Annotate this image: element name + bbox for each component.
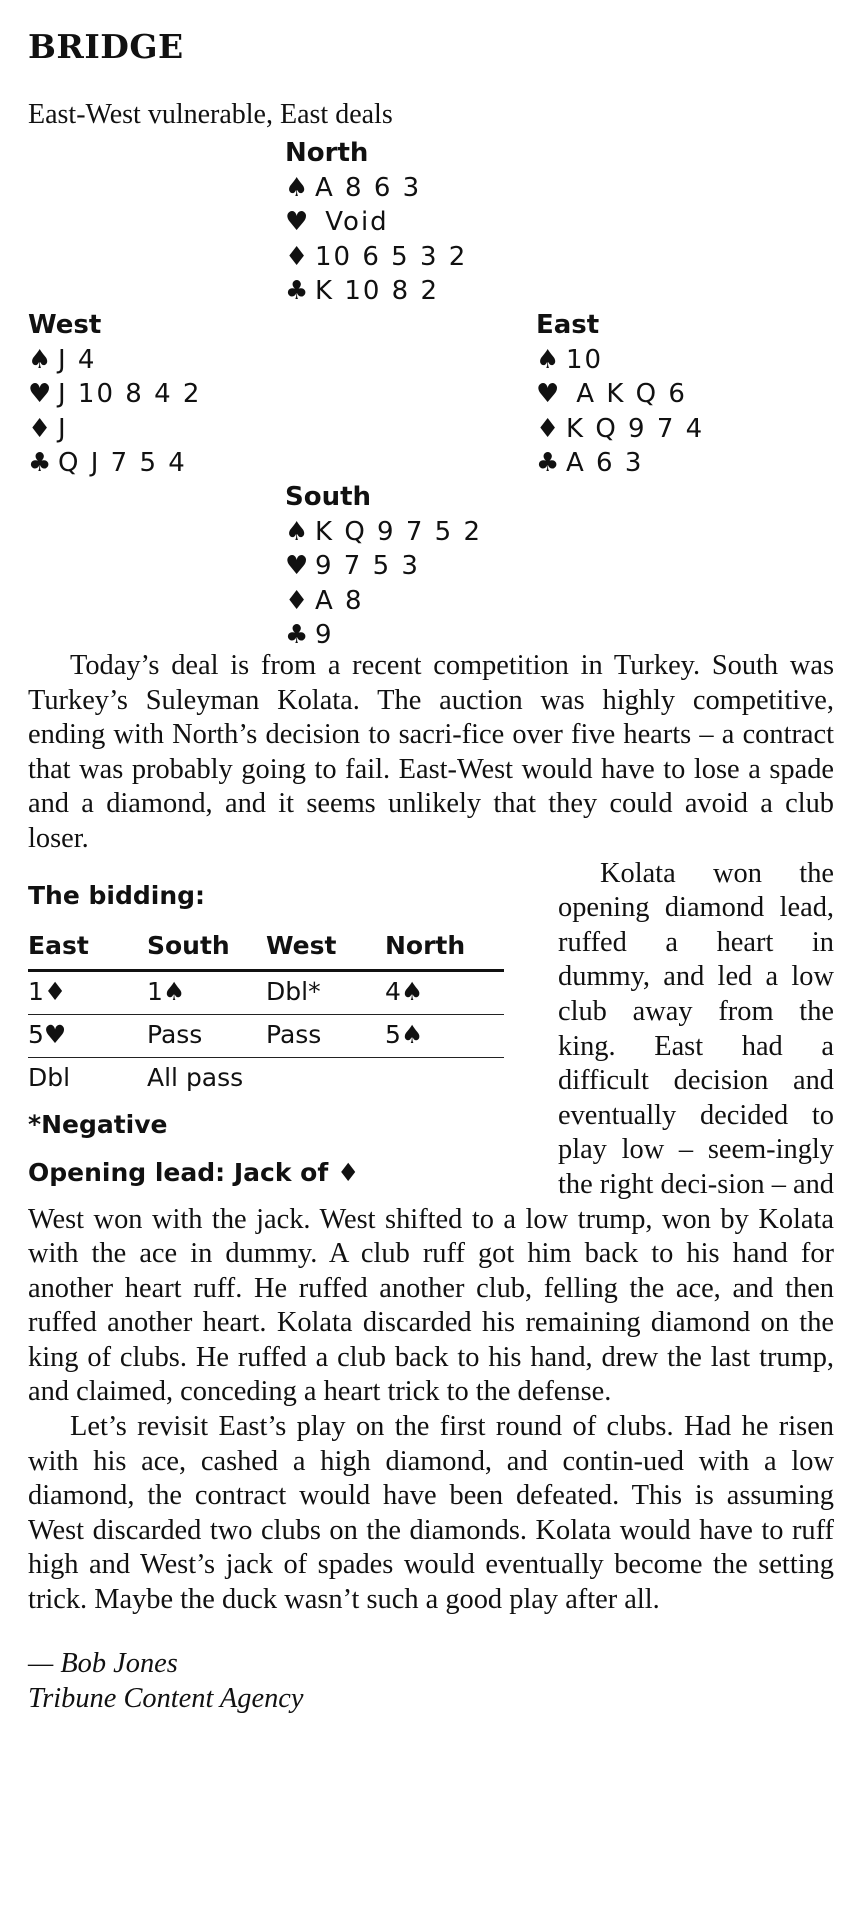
deal-diagram [28,136,834,649]
byline [28,1646,834,1716]
bidding-header-west: West [266,927,385,971]
south-spades [285,515,482,550]
bidding-note: *Negative [28,1109,168,1139]
bid-cell [385,1057,504,1100]
club-icon: ♣ [285,620,309,650]
diamond-icon: ♦ [28,413,52,444]
west-diamonds [28,412,201,447]
diamond-icon: ♦ [536,413,560,444]
club-icon: ♣ [536,448,560,478]
west-spades [28,343,201,378]
seat-label-south: South [285,482,372,512]
north-hearts-cards: Void [315,207,389,237]
bidding-header-north: North [385,927,504,971]
bid-cell: 4♠ [385,970,504,1014]
east-hearts [536,377,704,412]
bridge-column [28,22,834,1716]
bid-cell [266,1057,385,1100]
article-body [28,649,834,1618]
south-spades-cards: K Q 9 7 5 2 [315,516,483,547]
north-clubs [285,274,467,309]
article-paragraph-1: Today’s deal is from a recent competition in Turkey. South was Turkey’s Suleyman Kolata. The auction was highly competitive, ending with North’s decision to sacri-fice over five hearts – a contract that was probably going to fail. East-West would have to lose a spade and a diamond, and it seems unlikely that they could avoid a club loser. [28,650,834,854]
bidding-header-row [28,927,504,971]
seat-label-north: North [285,138,369,168]
heart-icon: ♥ [285,207,309,237]
hand-south [285,480,482,653]
seat-label-west: West [28,310,102,340]
south-clubs [285,618,482,653]
west-diamonds-cards: J [58,413,68,444]
east-spades [536,343,704,378]
column-title: BRIDGE [28,27,184,66]
bidding-header-south: South [147,927,266,971]
west-spades-cards: J 4 [58,344,97,375]
north-diamonds [285,240,467,275]
south-clubs-cards: 9 [315,620,334,650]
north-spades-cards: A 8 6 3 [315,172,422,203]
byline-author: — Bob Jones [28,1647,178,1679]
bid-cell: Pass [147,1014,266,1057]
south-hearts [285,549,482,584]
article-paragraph-2: Kolata won the opening diamond lead, ruffed a heart in dummy, and led a low club away from the king. East had a difficult decision and eventually decided to play low – seem-ingly the right deci-sion – and West won with the jack. West shifted to a low trump, won by Kolata with the ace in dummy. A club ruff got him back to his hand for another heart ruff. He ruffed another club, felling the ace, and then ruffed another heart. Kolata discarded his remaining diamond on the king of clubs. He ruffed a club back to his hand, drew the last trump, and claimed, conceding a heart trick to the defense. [28,857,834,1408]
hand-east [536,308,704,481]
bid-cell: Dbl* [266,970,385,1014]
heart-icon: ♥ [28,379,52,409]
bid-cell: Pass [266,1014,385,1057]
club-icon: ♣ [285,276,309,306]
bidding-row [28,1057,504,1100]
north-diamonds-cards: 10 6 5 3 2 [315,241,468,272]
bidding-row [28,1014,504,1057]
spade-icon: ♠ [285,172,309,203]
spade-icon: ♠ [536,344,560,375]
bid-cell: 1♠ [147,970,266,1014]
bidding-row [28,970,504,1014]
spade-icon: ♠ [28,344,52,375]
club-icon: ♣ [28,448,52,478]
heart-icon: ♥ [536,379,560,409]
west-hearts-cards: J 10 8 4 2 [58,379,202,409]
bid-cell: 5♥ [28,1014,147,1057]
diamond-icon: ♦ [285,585,309,616]
article-paragraph-3: Let’s revisit East’s play on the first round of clubs. Had he risen with his ace, cashed a high diamond, and contin-ued with a low diamond, the contract would have been defeated. This is assuming West discarded two clubs on the diamonds. Kolata would have to ruff high and West’s jack of spades would eventually become the setting trick. Maybe the duck wasn’t such a good play after all. [28,1411,834,1616]
seat-label-east: East [536,310,600,340]
south-diamonds-cards: A 8 [315,585,364,616]
bidding-box [28,857,520,1190]
west-clubs [28,446,201,481]
heart-icon: ♥ [285,551,309,581]
bid-cell: 5♠ [385,1014,504,1057]
west-hearts [28,377,201,412]
bidding-table [28,927,504,1100]
hand-west [28,308,201,481]
east-diamonds [536,412,704,447]
byline-agency: Tribune Content Agency [28,1682,304,1714]
diamond-icon: ♦ [285,241,309,272]
north-clubs-cards: K 10 8 2 [315,276,440,306]
east-hearts-cards: A K Q 6 [566,379,687,409]
bidding-title: The bidding: [28,880,206,910]
bid-cell: 1♦ [28,970,147,1014]
hand-north [285,136,467,309]
north-spades [285,171,467,206]
diamond-icon: ♦ [336,1157,360,1187]
north-hearts [285,205,467,240]
south-diamonds [285,584,482,619]
opening-lead [28,1156,520,1190]
spade-icon: ♠ [285,516,309,547]
west-clubs-cards: Q J 7 5 4 [58,448,187,478]
east-diamonds-cards: K Q 9 7 4 [566,413,705,444]
east-clubs [536,446,704,481]
east-clubs-cards: A 6 3 [566,448,644,478]
vulnerability-line: East-West vulnerable, East deals [28,99,393,130]
south-hearts-cards: 9 7 5 3 [315,551,420,581]
bidding-header-east: East [28,927,147,971]
bid-cell: Dbl [28,1063,71,1093]
opening-lead-label: Opening lead: Jack of [28,1157,337,1187]
bid-cell: All pass [147,1063,244,1093]
east-spades-cards: 10 [566,344,604,375]
